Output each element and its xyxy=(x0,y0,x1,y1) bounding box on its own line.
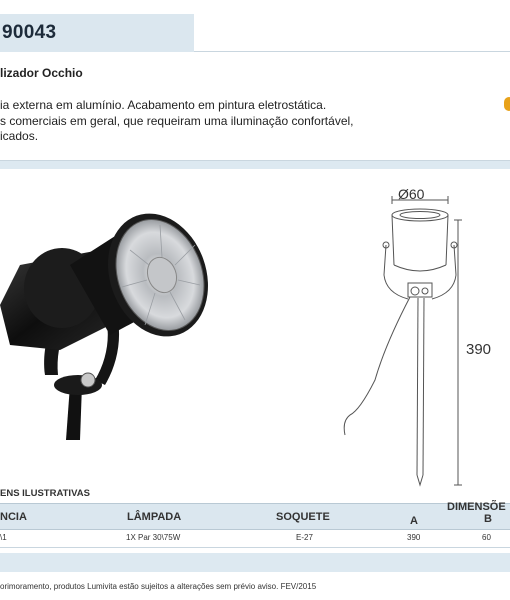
section-band xyxy=(0,160,510,169)
header-reference: NCIA xyxy=(0,511,27,523)
header-dimension-a: A xyxy=(410,515,418,527)
header-lamp: LÂMPADA xyxy=(127,511,182,523)
product-name: lizador Occhio xyxy=(0,66,83,80)
cell-dimension-a: 390 xyxy=(407,533,421,542)
illustrative-images-caption: ENS ILUSTRATIVAS xyxy=(0,488,90,499)
footer-notice: orimoramento, produtos Lumivita estão sujeitos a alterações sem prévio aviso. FEV/2015 xyxy=(0,582,317,591)
height-label: 390 xyxy=(466,341,492,358)
table-row xyxy=(0,533,510,547)
header-dimensions: DIMENSÕE xyxy=(447,501,506,513)
spec-table-header xyxy=(0,503,510,530)
header-divider xyxy=(194,51,510,52)
description-line-2: s comerciais em geral, que requeiram uma iluminação confortável, xyxy=(0,113,354,128)
cell-lamp: 1X Par 30\75W xyxy=(126,533,181,542)
header-dimension-b: B xyxy=(484,513,492,525)
cell-dimension-b: 60 xyxy=(482,533,491,542)
product-code: 90043 xyxy=(2,22,57,43)
table-divider xyxy=(0,547,510,548)
technical-drawing xyxy=(330,185,510,490)
diameter-label: Ø60 xyxy=(398,186,425,202)
header-socket: SOQUETE xyxy=(276,511,330,523)
accent-dot xyxy=(504,97,510,111)
footer-band xyxy=(0,553,510,572)
description-line-3: icados. xyxy=(0,129,39,143)
product-description xyxy=(0,98,360,145)
product-photo xyxy=(0,195,215,445)
description-line-1: ia externa em alumínio. Acabamento em pintura eletrostática. xyxy=(0,98,327,112)
cell-socket: E-27 xyxy=(296,533,313,542)
cell-reference: \1 xyxy=(0,533,7,542)
